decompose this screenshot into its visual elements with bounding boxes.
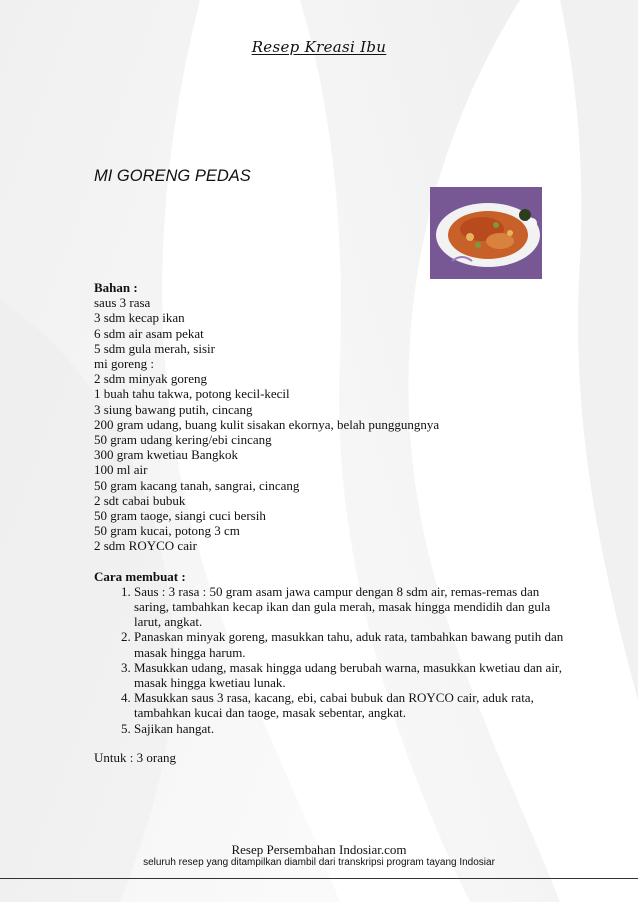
steps-list bbox=[94, 584, 564, 736]
header-title: Resep Kreasi Ibu bbox=[251, 38, 387, 56]
ingredient-item: 50 gram udang kering/ebi cincang bbox=[94, 432, 272, 448]
ingredient-item: 2 sdm ROYCO cair bbox=[94, 538, 197, 554]
ingredient-item: 100 ml air bbox=[94, 462, 148, 478]
ingredient-item: 2 sdt cabai bubuk bbox=[94, 492, 186, 508]
step-item: 2. Panaskan minyak goreng, masukkan tahu, aduk rata, tambahkan bawang putih dan masak hingga harum. bbox=[134, 629, 564, 659]
ingredient-item: 3 sdm kecap ikan bbox=[94, 310, 185, 326]
section-spacer bbox=[94, 554, 564, 569]
ingredient-item: 50 gram kucai, potong 3 cm bbox=[94, 523, 240, 539]
ingredient-item: 6 sdm air asam pekat bbox=[94, 325, 204, 341]
ingredient-item: mi goreng : bbox=[94, 356, 154, 372]
ingredient-item: 1 buah tahu takwa, potong kecil-kecil bbox=[94, 386, 290, 402]
ingredient-item: 300 gram kwetiau Bangkok bbox=[94, 447, 239, 463]
step-item: 1. Saus : 3 rasa : 50 gram asam jawa campur dengan 8 sdm air, remas-remas dan saring, tambahkan kecap ikan dan gula merah, masak hingga mendidih dan gula larut, angkat. bbox=[134, 584, 564, 630]
noodle-dish-photo bbox=[430, 187, 542, 279]
ingredient-item: saus 3 rasa bbox=[94, 295, 151, 311]
ingredient-item: 5 sdm gula merah, sisir bbox=[94, 340, 215, 356]
dish-illustration bbox=[430, 187, 542, 279]
step-item: 4. Masukkan saus 3 rasa, kacang, ebi, cabai bubuk dan ROYCO cair, aduk rata, tambahkan kucai dan taoge, masak sebentar, angkat. bbox=[134, 690, 564, 720]
ingredient-item: 50 gram taoge, siangi cuci bersih bbox=[94, 508, 266, 524]
ingredient-item: 2 sdm minyak goreng bbox=[94, 371, 208, 387]
step-item: 5. Sajikan hangat. bbox=[134, 721, 564, 736]
ingredients-heading: Bahan : bbox=[94, 280, 138, 295]
ingredient-item: 3 siung bawang putih, cincang bbox=[94, 401, 253, 417]
step-item: 3. Masukkan udang, masak hingga udang berubah warna, masukkan kwetiau dan air, masak hingga kwetiau lunak. bbox=[134, 660, 564, 690]
ingredient-item: 50 gram kacang tanah, sangrai, cincang bbox=[94, 477, 300, 493]
footer-divider bbox=[0, 878, 638, 879]
serving-size: Untuk : 3 orang bbox=[94, 749, 176, 765]
method-heading: Cara membuat : bbox=[94, 568, 186, 584]
recipe-content bbox=[94, 280, 564, 778]
ingredients-list bbox=[94, 295, 564, 553]
ingredient-item: 200 gram udang, buang kulit sisakan ekornya, belah punggungnya bbox=[94, 416, 440, 432]
footer-credit: Resep Persembahan Indosiar.com bbox=[231, 842, 407, 857]
recipe-title: MI GORENG PEDAS bbox=[94, 167, 251, 185]
footer-disclaimer: seluruh resep yang ditampilkan diambil dari transkripsi program tayang Indosiar bbox=[143, 857, 495, 868]
